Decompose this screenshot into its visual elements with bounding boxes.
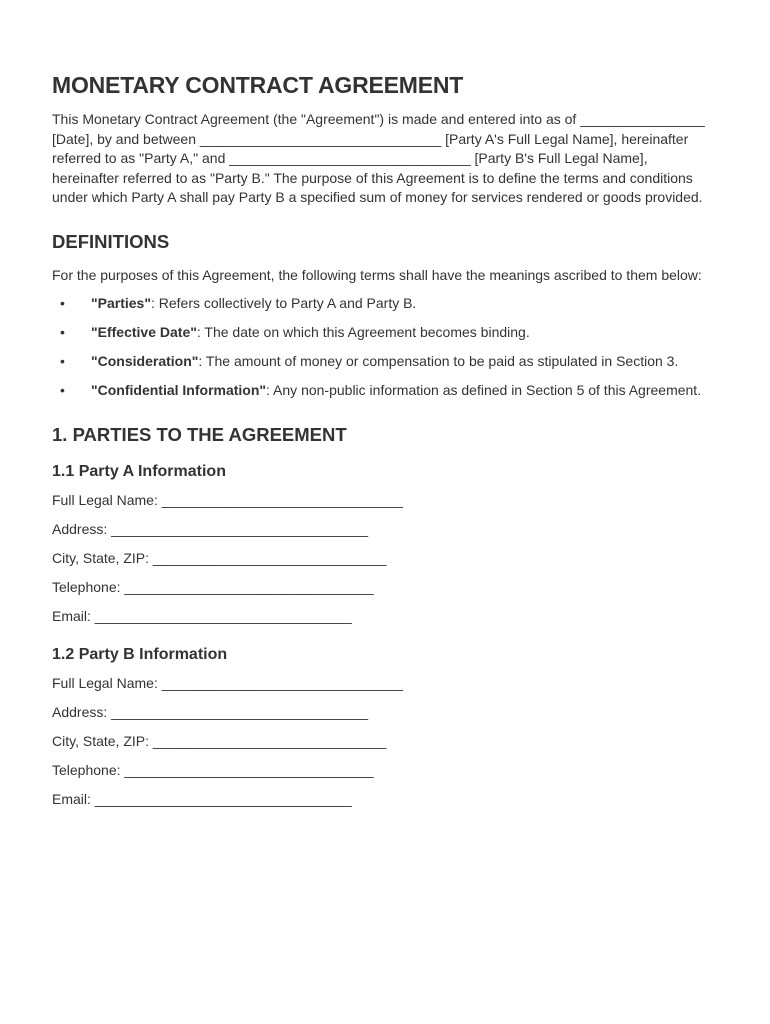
party-a-email-field[interactable]: Email: _________________________________ [52,607,352,624]
party-a-address-field[interactable]: Address: _________________________________ [52,520,369,537]
definition-item [52,323,718,343]
definitions-heading: DEFINITIONS [52,230,170,252]
definition-term: "Effective Date" [91,324,197,340]
party-b-heading: 1.2 Party B Information [52,646,228,663]
party-a-city-field[interactable]: City, State, ZIP: ______________________________ [52,549,387,566]
party-a-heading: 1.1 Party A Information [52,462,226,480]
definition-text: : The date on which this Agreement becomes binding. [196,324,530,340]
party-b-name-field[interactable]: Full Legal Name: _______________________________ [52,675,404,691]
definition-text: : Any non-public information as defined in Section 5 of this Agreement. [266,382,702,398]
bullet-icon: • [60,295,65,311]
party-a-telephone-field[interactable]: Telephone: ________________________________ [52,578,374,595]
party-b-address-field[interactable]: Address: _________________________________ [52,704,369,720]
party-b-telephone-field[interactable]: Telephone: ________________________________ [52,762,374,778]
bullet-icon: • [60,382,65,398]
definition-text: : The amount of money or compensation to be paid as stipulated in Section 3. [198,353,679,369]
party-b-email-field[interactable]: Email: _________________________________ [52,791,352,807]
intro-paragraph: This Monetary Contract Agreement (the "Agreement") is made and entered into as of ________________ [Date], by and between _______________________________ [Party A's Full Legal Name], hereinafter referred to as "Party A," and _______________________________ [Party B's Full Legal Name], hereinafter referred to as "Party B." The purpose of this Agreement is to define the terms and conditions under which Party A shall pay Party B a specified sum of money for services rendered or goods provided. [52,111,705,205]
definition-term: "Confidential Information" [91,382,267,398]
party-b-city-field[interactable]: City, State, ZIP: ______________________________ [52,733,387,749]
document-title: MONETARY CONTRACT AGREEMENT [52,72,464,98]
definition-term: "Consideration" [91,353,199,369]
definitions-list [52,294,718,401]
bullet-icon: • [60,324,65,340]
definitions-lead: For the purposes of this Agreement, the following terms shall have the meanings ascribed to them below: [52,266,702,283]
definition-item [52,381,718,401]
definition-item [52,294,718,314]
definition-item [52,352,718,372]
party-a-name-field[interactable]: Full Legal Name: _______________________________ [52,491,404,508]
bullet-icon: • [60,353,65,369]
definition-text: : Refers collectively to Party A and Party B. [150,295,417,311]
section1-heading: 1. PARTIES TO THE AGREEMENT [52,423,347,445]
definition-term: "Parties" [91,295,151,311]
